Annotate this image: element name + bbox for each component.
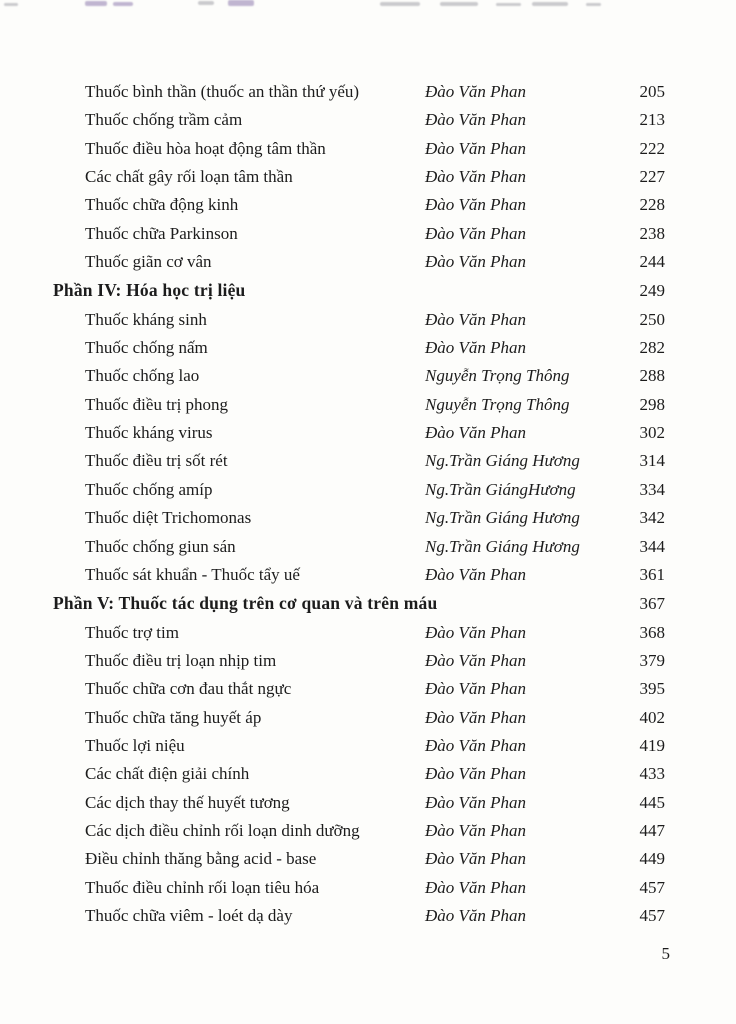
- toc-entry-author: Đào Văn Phan: [425, 735, 527, 755]
- toc-entry-title: Thuốc điều trị sốt rét: [85, 451, 228, 471]
- toc-row: [53, 902, 665, 930]
- toc-entry-author: Đào Văn Phan: [425, 338, 527, 358]
- toc-entry-author: Đào Văn Phan: [425, 820, 527, 840]
- toc-entry-author: Đào Văn Phan: [425, 138, 527, 158]
- toc-entry-title: Thuốc kháng sinh: [85, 309, 207, 329]
- toc-entry-page: 250: [639, 309, 665, 329]
- toc-entry-page: 457: [639, 905, 665, 925]
- toc-entry-title: Thuốc chống giun sán: [85, 536, 236, 556]
- toc-entry-author: Đào Văn Phan: [425, 707, 527, 727]
- toc-entry-author: Đào Văn Phan: [425, 679, 527, 699]
- toc-row: [53, 163, 665, 191]
- toc-entry-title: Thuốc chống trầm cảm: [85, 110, 243, 130]
- toc-entry-page: 368: [639, 622, 665, 642]
- toc-row: [53, 362, 665, 390]
- toc-row: [53, 78, 665, 106]
- toc-entry-title: Thuốc giãn cơ vân: [85, 252, 212, 272]
- toc-row: [53, 675, 665, 703]
- toc-row: [53, 647, 665, 675]
- toc-entry-author: Đào Văn Phan: [425, 252, 527, 272]
- toc-row: [53, 106, 665, 134]
- scan-artifacts: [0, 0, 736, 12]
- toc-entry-author: Đào Văn Phan: [425, 110, 527, 130]
- toc-entry-author: Ng.Trần GiángHương: [425, 479, 576, 499]
- toc-entry-title: Thuốc điều trị phong: [85, 394, 229, 414]
- toc-entry-title: Thuốc chữa động kinh: [85, 195, 239, 215]
- toc-row: [53, 504, 665, 532]
- toc-row: [53, 447, 665, 475]
- toc-entry-page: 282: [639, 338, 665, 358]
- toc-row: [53, 561, 665, 589]
- toc-entry-page: 238: [639, 223, 665, 243]
- toc-entry-author: Đào Văn Phan: [425, 905, 527, 925]
- toc-entry-page: 314: [639, 451, 665, 471]
- toc-entry-title: Thuốc chữa cơn đau thắt ngực: [85, 679, 292, 699]
- toc-entry-title: Các chất điện giải chính: [85, 764, 250, 784]
- toc-entry-title: Thuốc điều hòa hoạt động tâm thần: [85, 138, 326, 158]
- scan-smudge: [228, 0, 254, 6]
- toc-entry-page: 205: [639, 82, 665, 101]
- scan-smudge: [113, 2, 133, 6]
- toc-entry-author: Đào Văn Phan: [425, 82, 527, 101]
- scan-smudge: [85, 1, 107, 6]
- toc-entry-page: 419: [639, 735, 665, 755]
- scan-smudge: [440, 2, 478, 6]
- scan-smudge: [532, 2, 568, 6]
- toc-entry-title: Thuốc sát khuẩn - Thuốc tẩy uế: [85, 564, 300, 584]
- toc-entry-page: 379: [639, 650, 665, 670]
- toc-entry-author: Đào Văn Phan: [425, 309, 527, 329]
- toc-list: [53, 78, 665, 930]
- toc-entry-title: Các chất gây rối loạn tâm thần: [85, 167, 293, 187]
- toc-entry-page: 433: [639, 764, 665, 784]
- toc-entry-author: Ng.Trần Giáng Hương: [425, 508, 580, 528]
- toc-entry-author: Ng.Trần Giáng Hương: [425, 451, 580, 471]
- toc-entry-author: Ng.Trần Giáng Hương: [425, 536, 580, 556]
- toc-row: [53, 789, 665, 817]
- toc-entry-author: Đào Văn Phan: [425, 167, 527, 187]
- toc-entry-title: Phần IV: Hóa học trị liệu: [53, 280, 246, 301]
- toc-entry-page: 395: [639, 679, 665, 699]
- toc-entry-title: Thuốc bình thần (thuốc an thần thứ yếu): [85, 82, 360, 101]
- toc-entry-page: 449: [639, 849, 665, 869]
- toc-entry-title: Thuốc điều trị loạn nhịp tim: [85, 650, 277, 670]
- toc-entry-page: 367: [639, 594, 665, 614]
- toc-entry-title: Thuốc chữa Parkinson: [85, 223, 238, 243]
- scan-smudge: [586, 3, 601, 6]
- toc-row: [53, 476, 665, 504]
- toc-entry-author: Đào Văn Phan: [425, 195, 527, 215]
- toc-entry-title: Các dịch thay thế huyết tương: [85, 792, 290, 812]
- toc-row: [53, 817, 665, 845]
- scan-smudge: [198, 1, 214, 5]
- toc-entry-page: 342: [639, 508, 665, 528]
- toc-entry-title: Thuốc chữa tăng huyết áp: [85, 707, 262, 727]
- toc-row: [53, 704, 665, 732]
- toc-row: [53, 391, 665, 419]
- toc-row: [53, 619, 665, 647]
- toc-entry-page: 445: [639, 792, 665, 812]
- toc-entry-title: Thuốc chống amíp: [85, 479, 213, 499]
- toc-entry-author: Nguyễn Trọng Thông: [425, 394, 570, 414]
- toc-entry-title: Điều chỉnh thăng bằng acid - base: [85, 849, 317, 869]
- toc-entry-title: Thuốc điều chỉnh rối loạn tiêu hóa: [85, 877, 320, 897]
- toc-row: [53, 845, 665, 873]
- toc-entry-author: Đào Văn Phan: [425, 849, 527, 869]
- toc-row: [53, 589, 665, 618]
- toc-entry-page: 447: [639, 820, 665, 840]
- toc-entry-page: 227: [639, 167, 665, 187]
- toc-row: [53, 306, 665, 334]
- toc-entry-page: 222: [639, 138, 665, 158]
- toc-entry-title: Thuốc lợi niệu: [85, 735, 185, 755]
- toc-entry-page: 244: [639, 252, 665, 272]
- toc-row: [53, 533, 665, 561]
- toc-entry-page: 361: [639, 564, 665, 584]
- toc-entry-title: Thuốc chống lao: [85, 366, 200, 386]
- toc-entry-title: Thuốc trợ tim: [85, 622, 179, 642]
- toc-entry-page: 302: [639, 423, 665, 443]
- toc-entry-author: Đào Văn Phan: [425, 792, 527, 812]
- toc-entry-title: Thuốc diệt Trichomonas: [85, 508, 252, 528]
- toc-entry-author: Đào Văn Phan: [425, 622, 527, 642]
- toc-entry-author: Đào Văn Phan: [425, 223, 527, 243]
- scan-smudge: [496, 3, 521, 6]
- scan-smudge: [380, 2, 420, 6]
- toc-entry-author: Đào Văn Phan: [425, 423, 527, 443]
- toc-entry-author: Đào Văn Phan: [425, 764, 527, 784]
- toc-entry-page: 288: [639, 366, 665, 386]
- toc-entry-author: Nguyễn Trọng Thông: [425, 366, 570, 386]
- toc-row: [53, 276, 665, 305]
- toc-row: [53, 760, 665, 788]
- toc-entry-page: 402: [639, 707, 665, 727]
- toc-row: [53, 419, 665, 447]
- toc-row: [53, 874, 665, 902]
- toc-entry-title: Phần V: Thuốc tác dụng trên cơ quan và trên máu: [53, 593, 438, 614]
- scan-smudge: [4, 3, 18, 6]
- toc-entry-title: Thuốc kháng virus: [85, 423, 213, 443]
- toc-entry-page: 457: [639, 877, 665, 897]
- toc-entry-page: 334: [639, 479, 665, 499]
- toc-row: [53, 248, 665, 276]
- toc-row: [53, 191, 665, 219]
- toc-entry-page: 344: [639, 536, 665, 556]
- toc-row: [53, 135, 665, 163]
- toc-entry-page: 249: [639, 281, 665, 301]
- toc-entry-title: Thuốc chữa viêm - loét dạ dày: [85, 905, 293, 925]
- toc-entry-author: Đào Văn Phan: [425, 564, 527, 584]
- toc-entry-author: Đào Văn Phan: [425, 877, 527, 897]
- toc-row: [53, 334, 665, 362]
- toc-entry-title: Các dịch điều chỉnh rối loạn dinh dưỡng: [85, 820, 360, 840]
- toc-entry-author: Đào Văn Phan: [425, 650, 527, 670]
- toc-entry-page: 298: [639, 394, 665, 414]
- toc-entry-title: Thuốc chống nấm: [85, 338, 208, 358]
- toc-entry-page: 213: [639, 110, 665, 130]
- toc-row: [53, 732, 665, 760]
- page-number: 5: [661, 944, 670, 963]
- toc-entry-page: 228: [639, 195, 665, 215]
- toc-row: [53, 220, 665, 248]
